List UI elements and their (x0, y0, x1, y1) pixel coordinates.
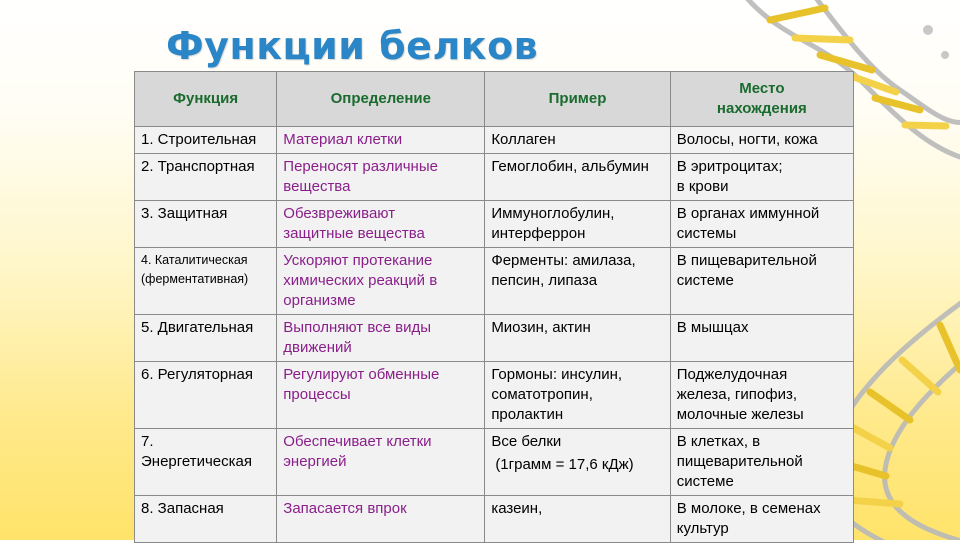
cell-location (670, 154, 853, 201)
example-text-line: Гормоны: инсулин, (491, 366, 623, 383)
function-text-line: Энергетическая (141, 453, 252, 470)
table-row (135, 127, 854, 154)
cell-location (670, 127, 853, 154)
example-text-line: пепсин, липаза (491, 272, 598, 289)
header-function: Функция (135, 72, 277, 127)
table-row (135, 154, 854, 201)
example-text-line: Ферменты: амилаза, (491, 252, 636, 269)
cell-definition (277, 496, 485, 543)
example-text-line: Иммуноглобулин, (491, 205, 615, 222)
location-text-line: железа, гипофиз, (676, 386, 797, 403)
table-row (135, 315, 854, 362)
header-location (670, 72, 853, 127)
table-row (135, 362, 854, 429)
table-row (135, 429, 854, 496)
example-text-line: (1грамм = 17,6 кДж) (495, 456, 634, 473)
cell-example (485, 127, 670, 154)
cell-definition (277, 201, 485, 248)
table-body (135, 127, 854, 543)
definition-text-line: движений (283, 339, 352, 356)
cell-example (485, 362, 670, 429)
cell-example (485, 248, 670, 315)
cell-function (135, 154, 277, 201)
cell-function (135, 201, 277, 248)
header-example: Пример (485, 72, 670, 127)
definition-text-line: процессы (283, 386, 351, 403)
header-location-line2: нахождения (716, 100, 807, 117)
function-text-line: 5. Двигательная (141, 319, 254, 336)
definition-text-line: Запасается впрок (283, 500, 407, 517)
function-text-line: 6. Регуляторная (141, 366, 254, 383)
definition-text-line: Материал клетки (283, 131, 403, 148)
table-header-row (135, 72, 854, 127)
definition-text-line: Ускоряют протекание (283, 252, 433, 269)
example-text-line: интерферрон (491, 225, 586, 242)
cell-function (135, 127, 277, 154)
definition-text-line: организме (283, 292, 356, 309)
location-text-line: В органах иммунной (676, 205, 820, 222)
location-text-line: системе (676, 272, 734, 289)
protein-functions-table (134, 71, 854, 543)
cell-location (670, 362, 853, 429)
example-text-line: пролактин (491, 406, 564, 423)
example-text-line: соматотропин, (491, 386, 593, 403)
location-text-line: системе (676, 473, 734, 490)
header-definition: Определение (277, 72, 485, 127)
definition-text-line: Выполняют все виды (283, 319, 432, 336)
definition-text-line: Регулируют обменные (283, 366, 440, 383)
location-text-line: В молоке, в семенах (676, 500, 821, 517)
example-text-line: Гемоглобин, альбумин (491, 158, 649, 175)
cell-example (485, 429, 670, 496)
definition-text-line: химических реакций в (283, 272, 438, 289)
function-text-line: 2. Транспортная (141, 158, 255, 175)
cell-definition (277, 154, 485, 201)
location-text-line: В клетках, в (676, 433, 761, 450)
location-text-line: культур (676, 520, 729, 537)
location-text-line: в крови (676, 178, 729, 195)
function-text-line: 3. Защитная (141, 205, 228, 222)
table-row (135, 201, 854, 248)
location-text-line: В мышцах (676, 319, 749, 336)
example-text-line: казеин, (491, 500, 543, 517)
cell-function (135, 315, 277, 362)
cell-definition (277, 362, 485, 429)
cell-location (670, 248, 853, 315)
table-row (135, 496, 854, 543)
definition-text-line: Переносят различные (283, 158, 438, 175)
function-text-line: 8. Запасная (141, 500, 224, 517)
cell-function (135, 248, 277, 315)
example-text-line: Миозин, актин (491, 319, 591, 336)
example-text-line: Коллаген (491, 131, 556, 148)
cell-function (135, 362, 277, 429)
cell-location (670, 315, 853, 362)
cell-definition (277, 127, 485, 154)
cell-example (485, 154, 670, 201)
location-text-line: Волосы, ногти, кожа (676, 131, 818, 148)
definition-text-line: Обеспечивает клетки (283, 433, 432, 450)
location-text-line: пищеварительной (676, 453, 803, 470)
cell-example (485, 315, 670, 362)
function-text-line: 4. Каталитическая (141, 253, 248, 267)
cell-definition (277, 248, 485, 315)
location-text-line: В пищеварительной (676, 252, 817, 269)
function-text-line: (ферментативная) (141, 272, 249, 286)
location-text-line: молочные железы (676, 406, 804, 423)
cell-function (135, 429, 277, 496)
cell-location (670, 496, 853, 543)
cell-definition (277, 315, 485, 362)
cell-function (135, 496, 277, 543)
definition-text-line: энергией (283, 453, 347, 470)
example-text-line: Все белки (491, 433, 562, 450)
cell-location (670, 201, 853, 248)
cell-example (485, 496, 670, 543)
definition-text-line: Обезвреживают (283, 205, 396, 222)
table-row (135, 248, 854, 315)
location-text-line: Поджелудочная (676, 366, 788, 383)
location-text-line: В эритроцитах; (676, 158, 783, 175)
definition-text-line: вещества (283, 178, 351, 195)
header-location-line1: Место (739, 80, 785, 97)
definition-text-line: защитные вещества (283, 225, 425, 242)
cell-example (485, 201, 670, 248)
location-text-line: системы (676, 225, 737, 242)
cell-location (670, 429, 853, 496)
function-text-line: 1. Строительная (141, 131, 257, 148)
function-text-line: 7. (141, 433, 154, 450)
page-title: Функции белков (166, 24, 539, 68)
cell-definition (277, 429, 485, 496)
